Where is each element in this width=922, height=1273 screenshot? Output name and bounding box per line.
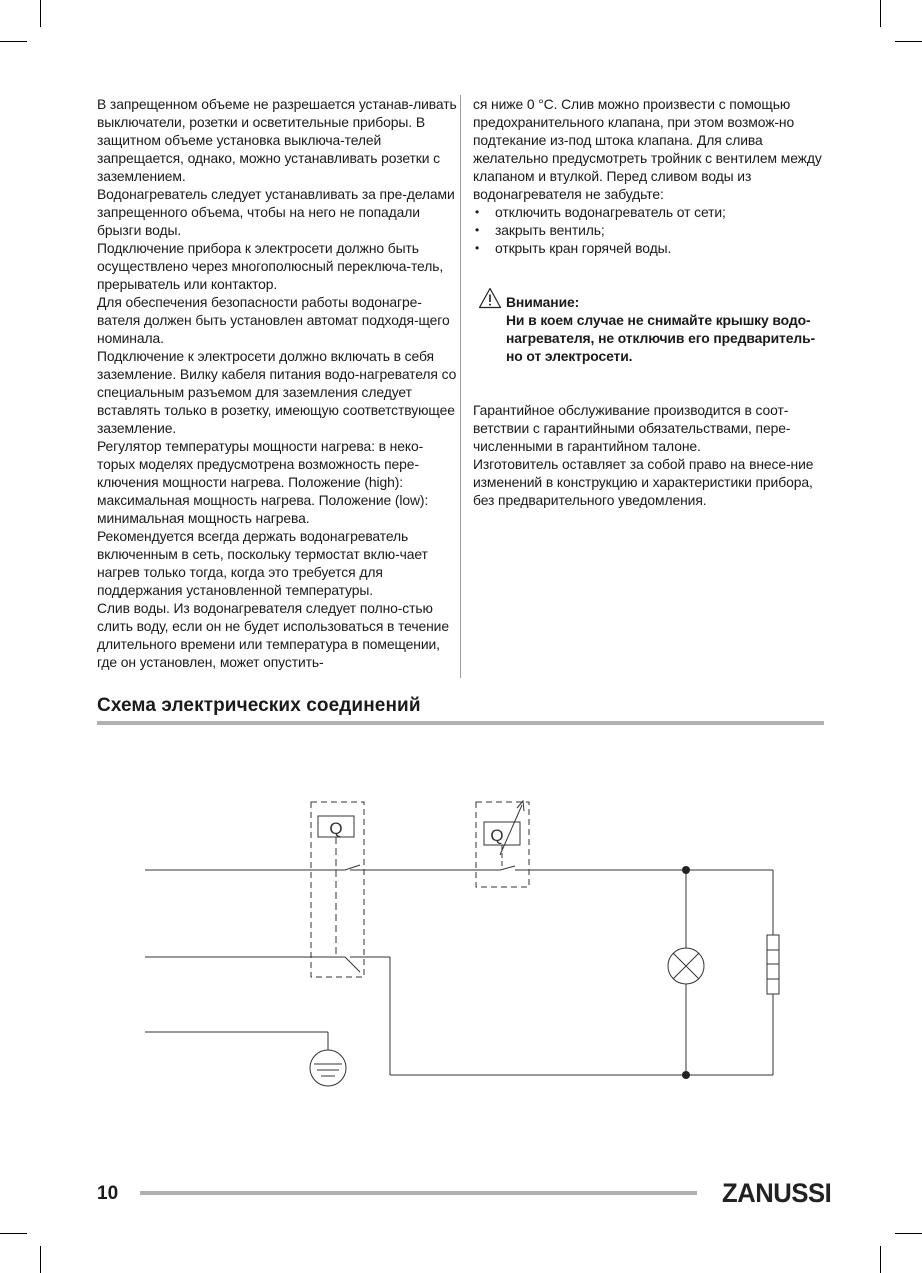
column-divider (460, 95, 461, 678)
paragraph: Гарантийное обслуживание производится в соот-ветствии с гарантийными обязательствами, пере-численными в гарантийном талоне. (473, 402, 791, 454)
paragraph: В запрещенном объеме не разрешается устанав-ливать выключатели, розетки и осветительные приборы. В защитном объеме установка выключа-телей запрещается, однако, можно устанавливать розетки с заземлением. (97, 96, 457, 184)
warning-title: Внимание: (506, 294, 580, 310)
adjustable-thermostat-label: Q (490, 826, 504, 845)
paragraph: Изготовитель оставляет за собой право на внесе-ние изменений в конструкцию и характеристики прибора, без предварительного уведомления. (473, 456, 814, 508)
crop-mark (895, 1233, 922, 1234)
paragraph: ся ниже 0 °C. Слив можно произвести с помощью предохранительного клапана, при этом возмож-но подтекание из-под штока клапана. Для слива желательно предусмотреть тройник с вентилем между клапаном и втулкой. Перед сливом воды из водонагревателя не забудьте: (473, 96, 822, 202)
crop-mark (880, 1246, 881, 1273)
crop-mark (880, 0, 881, 27)
paragraph: Для обеспечения безопасности работы водонагре-вателя должен быть установлен автомат подходя-щего номинала. (97, 294, 450, 346)
footer-rule (140, 1191, 697, 1195)
paragraph: Регулятор температуры мощности нагрева: в неко-торых моделях предусмотрена возможность пере-ключения мощности нагрева. Положение (high): максимальная мощность нагрева. Положение (low): минимальная мощность нагрева. (97, 438, 429, 526)
crop-mark (0, 1233, 27, 1234)
warning-text: Ни в коем случае не снимайте крышку водо-нагревателя, не отключив его предваритель-но от электросети. (506, 312, 816, 364)
page-number: 10 (97, 1183, 119, 1204)
paragraph: Подключение прибора к электросети должно быть осуществлено через многополюсный переключа-тель, прерыватель или контактор. (97, 240, 444, 292)
earth-icon (310, 1050, 346, 1086)
section-title-rule (97, 721, 824, 725)
right-column (473, 95, 828, 509)
wiring-diagram (0, 780, 922, 1120)
warranty-block (473, 401, 828, 509)
junction-dot (682, 866, 690, 874)
paragraph: Водонагреватель следует устанавливать за пре-делами запрещенного объема, чтобы на него не попадали брызги воды. (97, 186, 455, 238)
thermostat-label: Q (329, 819, 343, 838)
paragraph: Рекомендуется всегда держать водонагреватель включенным в сеть, поскольку термостат вклю-чает нагрев только тогда, когда это требуется для поддержания установленной температуры. (97, 528, 428, 598)
drain-steps-list (473, 203, 828, 257)
thermostat-contact (345, 957, 360, 972)
list-item: • отключить водонагреватель от сети; (473, 203, 828, 221)
brand-logo: ZANUSSI (722, 1178, 832, 1208)
paragraph: Подключение к электросети должно включать в себя заземление. Вилку кабеля питания водо-нагревателя со специальным разъемом для заземления следует вставлять только в розетку, имеющую соответствующее заземление. (97, 348, 457, 436)
left-column (97, 95, 457, 671)
thermostat-contact (345, 865, 360, 870)
warning-block (473, 293, 828, 365)
list-item: • открыть кран горячей воды. (473, 239, 828, 257)
junction-dot (682, 1071, 690, 1079)
section-title: Схема электрических соединений (97, 695, 421, 716)
adjustable-contact (500, 866, 515, 870)
crop-mark (40, 1246, 41, 1273)
crop-mark (40, 0, 41, 27)
list-item: • закрыть вентиль; (473, 221, 828, 239)
warning-triangle-icon (478, 287, 502, 309)
crop-mark (0, 41, 27, 42)
crop-mark (895, 41, 922, 42)
paragraph: Слив воды. Из водонагревателя следует полно-стью слить воду, если он не будет использоваться в течение длительного времени или температура в помещении, где он установлен, может опустить- (97, 600, 449, 670)
